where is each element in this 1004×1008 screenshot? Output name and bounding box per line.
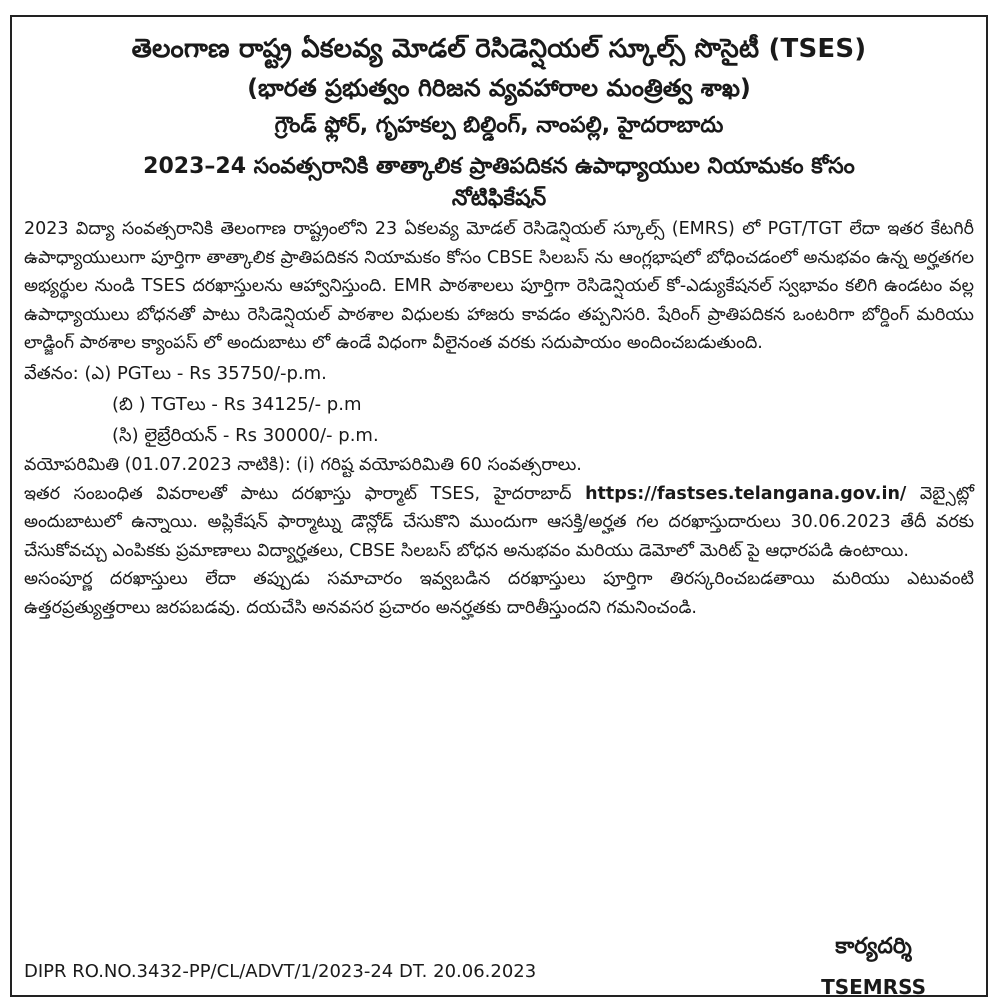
- salary-mark: (బి ): [112, 393, 146, 415]
- salary-amount: Rs 34125/- p.m: [223, 393, 362, 415]
- website-link[interactable]: https://fastses.telangana.gov.in/: [585, 483, 907, 504]
- organization-name: తెలంగాణ రాష్ట్ర ఏకలవ్య మోడల్ రెసిడెన్షియల్ స్కూల్స్ సొసైటీ (TSES): [131, 34, 867, 64]
- salary-label: వేతనం:: [24, 362, 79, 384]
- notification-notice: [10, 15, 988, 997]
- notice-title-notification: నోటిఫికేషన్: [451, 186, 547, 211]
- salary-post: లైబ్రేరియన్: [144, 424, 218, 446]
- salary-dash: -: [176, 362, 184, 384]
- notice-header: [24, 29, 974, 213]
- rejection-paragraph: అసంపూర్ణ దరఖాస్తులు లేదా తప్పుడు సమాచారం ఇవ్వబడిన దరఖాస్తులు పూర్తిగా తిరస్కరించబడతాయి మరియు ఎటువంటి ఉత్తరప్రత్యుత్తరాలు జరపబడవు. దయచేసి అనవసర ప్రచారం అనర్హతకు దారితీస్తుందని గమనించండి.: [24, 569, 974, 618]
- ministry-name: (భారత ప్రభుత్వం గిరిజన వ్యవహారాల మంత్రిత్వ శాఖ): [247, 74, 751, 102]
- salary-mark: (ఎ): [84, 362, 112, 384]
- salary-row-librarian: [24, 420, 974, 451]
- intro-paragraph: 2023 విద్యా సంవత్సరానికి తెలంగాణ రాష్ట్రంలోని 23 ఏకలవ్య మోడల్ రెసిడెన్షియల్ స్కూల్స్ (EMRS) లో PGT/TGT లేదా ఇతర కేటగిరీ ఉపాధ్యాయులుగా పూర్తిగా తాత్కాలిక ప్రాతిపదికన నియామకం కోసం CBSE సిలబస్ ను ఆంగ్లభాషలో బోధించడంలో అనుభవం ఉన్న అర్హతగల అభ్యర్థుల నుండి TSES దరఖాస్తులను ఆహ్వానిస్తుంది. EMR పాఠశాలలు పూర్తిగా రెసిడెన్షియల్ కో-ఎడ్యుకేషనల్ స్వభావం కలిగి ఉండటం వల్ల ఉపాధ్యాయులు బోధనతో పాటు రెసిడెన్షియల్ పాఠశాల విధులకు హాజరు కావడం తప్పనిసరి. షేరింగ్ ప్రాతిపదికన ఒంటరిగా బోర్డింగ్ మరియు లాడ్జింగ్ పాఠశాల క్యాంపస్ లో అందుబాటు లో ఉండే విధంగా వీలైనంత వరకు సదుపాయం అందించబడుతుంది.: [24, 219, 974, 354]
- salary-dash: -: [211, 393, 218, 415]
- signatory-organization: TSEMRSS: [821, 975, 926, 999]
- salary-post: TGTలు: [151, 393, 206, 415]
- signature-block: [821, 927, 926, 1003]
- notice-title: 2023–24 సంవత్సరానికి తాత్కాలిక ప్రాతిపదికన ఉపాధ్యాయుల నియామకం కోసం: [143, 154, 855, 179]
- salary-dash: -: [222, 424, 230, 446]
- release-order-reference: DIPR RO.NO.3432-PP/CL/ADVT/1/2023-24 DT. 20.06.2023: [24, 961, 537, 982]
- notice-body: [24, 215, 974, 623]
- age-limit-paragraph: వయోపరిమితి (01.07.2023 నాటికి): (i) గరిష్ట వయోపరిమితి 60 సంవత్సరాలు.: [24, 454, 582, 475]
- application-text-before-link: ఇతర సంబంధిత వివరాలతో పాటు దరఖాస్తు ఫార్మాట్ TSES, హైదరాబాద్: [24, 483, 572, 504]
- office-address: గ్రౌండ్ ఫ్లోర్, గృహకల్ప బిల్డింగ్, నాంపల్లి, హైదరాబాదు: [274, 113, 724, 138]
- application-paragraph: [24, 480, 974, 566]
- salary-amount: Rs 30000/- p.m.: [235, 424, 379, 446]
- salary-post: PGTలు: [116, 362, 172, 384]
- salary-amount: Rs 35750/-p.m.: [189, 362, 327, 384]
- salary-row-pgt: [24, 358, 974, 389]
- salary-row-tgt: [24, 389, 974, 420]
- application-text-after-link: వెబ్సైట్లో అందుబాటులో ఉన్నాయి. అప్లికేషన్ ఫార్మాట్ను డౌన్లోడ్ చేసుకొని ముందుగా ఆసక్తి/అర్హత గల దరఖాస్తుదారులు 30.06.2023 తేదీ వరకు చేసుకోవచ్చు ఎంపికకు ప్రమాణాలు విద్యార్హతలు, CBSE సిలబస్ బోధన అనుభవం మరియు డెమోలో మెరిట్ పై ఆధారపడి ఉంటాయి.: [24, 483, 974, 561]
- signatory-title: కార్యదర్శి: [835, 934, 912, 959]
- salary-mark: (సి): [112, 424, 139, 446]
